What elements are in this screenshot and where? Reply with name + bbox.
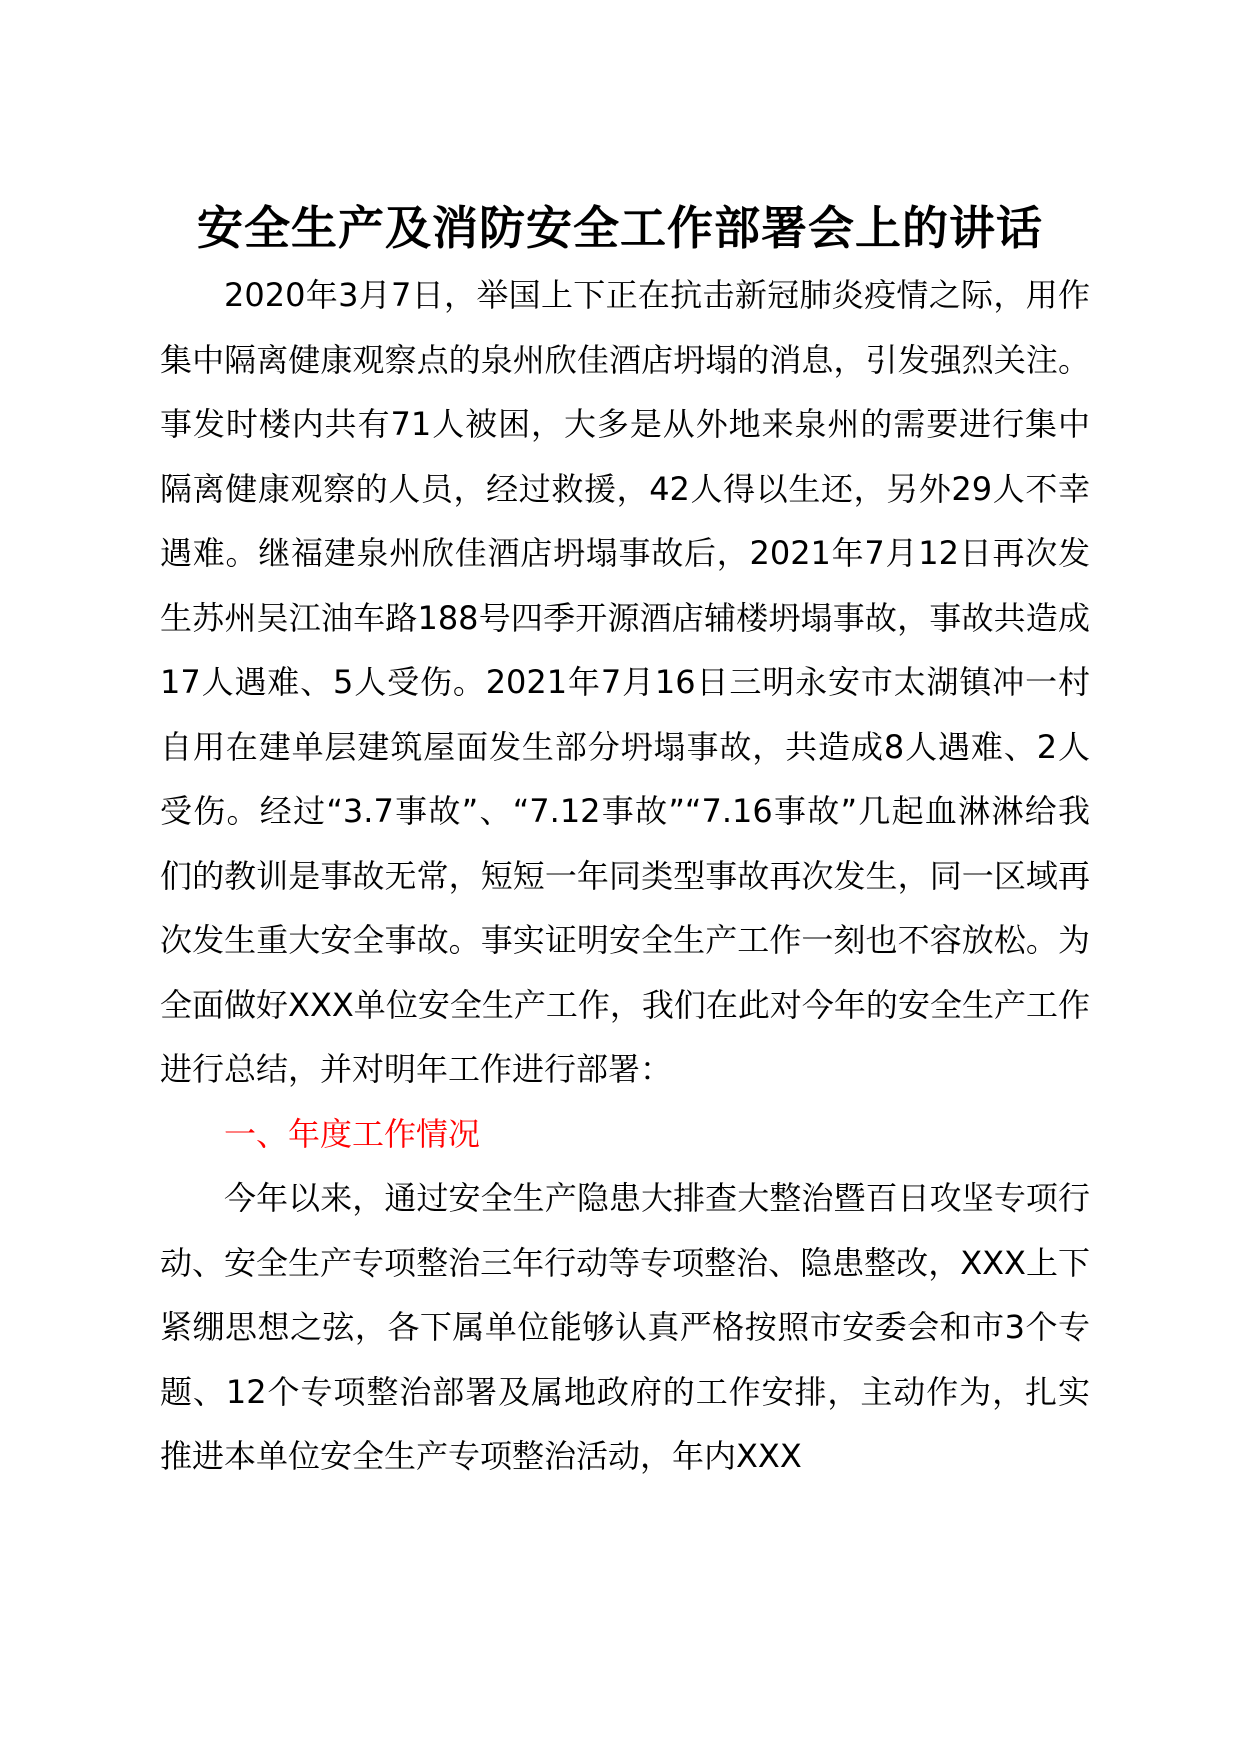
intro-paragraph: 2020年3月7日，举国上下正在抗击新冠肺炎疫情之际，用作集中隔离健康观察点的泉州欣佳酒店坍塌的消息，引发强烈关注。事发时楼内共有71人被困，大多是从外地来泉州的需要进行集中隔离健康观察的人员，经过救援，42人得以生还，另外29人不幸遇难。继福建泉州欣佳酒店坍塌事故后，2021年7月12日再次发生苏州吴江油车路188号四季开源酒店辅楼坍塌事故，事故共造成17人遇难、5人受伤。2021年7月16日三明永安市太湖镇冲一村自用在建单层建筑屋面发生部分坍塌事故，共造成8人遇难、2人受伤。经过“3.7事故”、“7.12事故”“7.16事故”几起血淋淋给我们的教训是事故无常，短短一年同类型事故再次发生，同一区域再次发生重大安全事故。事实证明安全生产工作一刻也不容放松。为全面做好XXX单位安全生产工作，我们在此对今年的安全生产工作进行总结，并对明年工作进行部署： [160, 276, 1090, 1088]
document-body [160, 263, 1090, 1489]
section-heading-annual-work: 一、年度工作情况 [224, 1114, 481, 1153]
document-title: 安全生产及消防安全工作部署会上的讲话 [197, 201, 1043, 255]
annual-work-paragraph: 今年以来，通过安全生产隐患大排查大整治暨百日攻坚专项行动、安全生产专项整治三年行动等专项整治、隐患整改，XXX上下紧绷思想之弦，各下属单位能够认真严格按照市安委会和市3个专题、12个专项整治部署及属地政府的工作安排，主动作为，扎实推进本单位安全生产专项整治活动，年内XXX [160, 1179, 1090, 1475]
